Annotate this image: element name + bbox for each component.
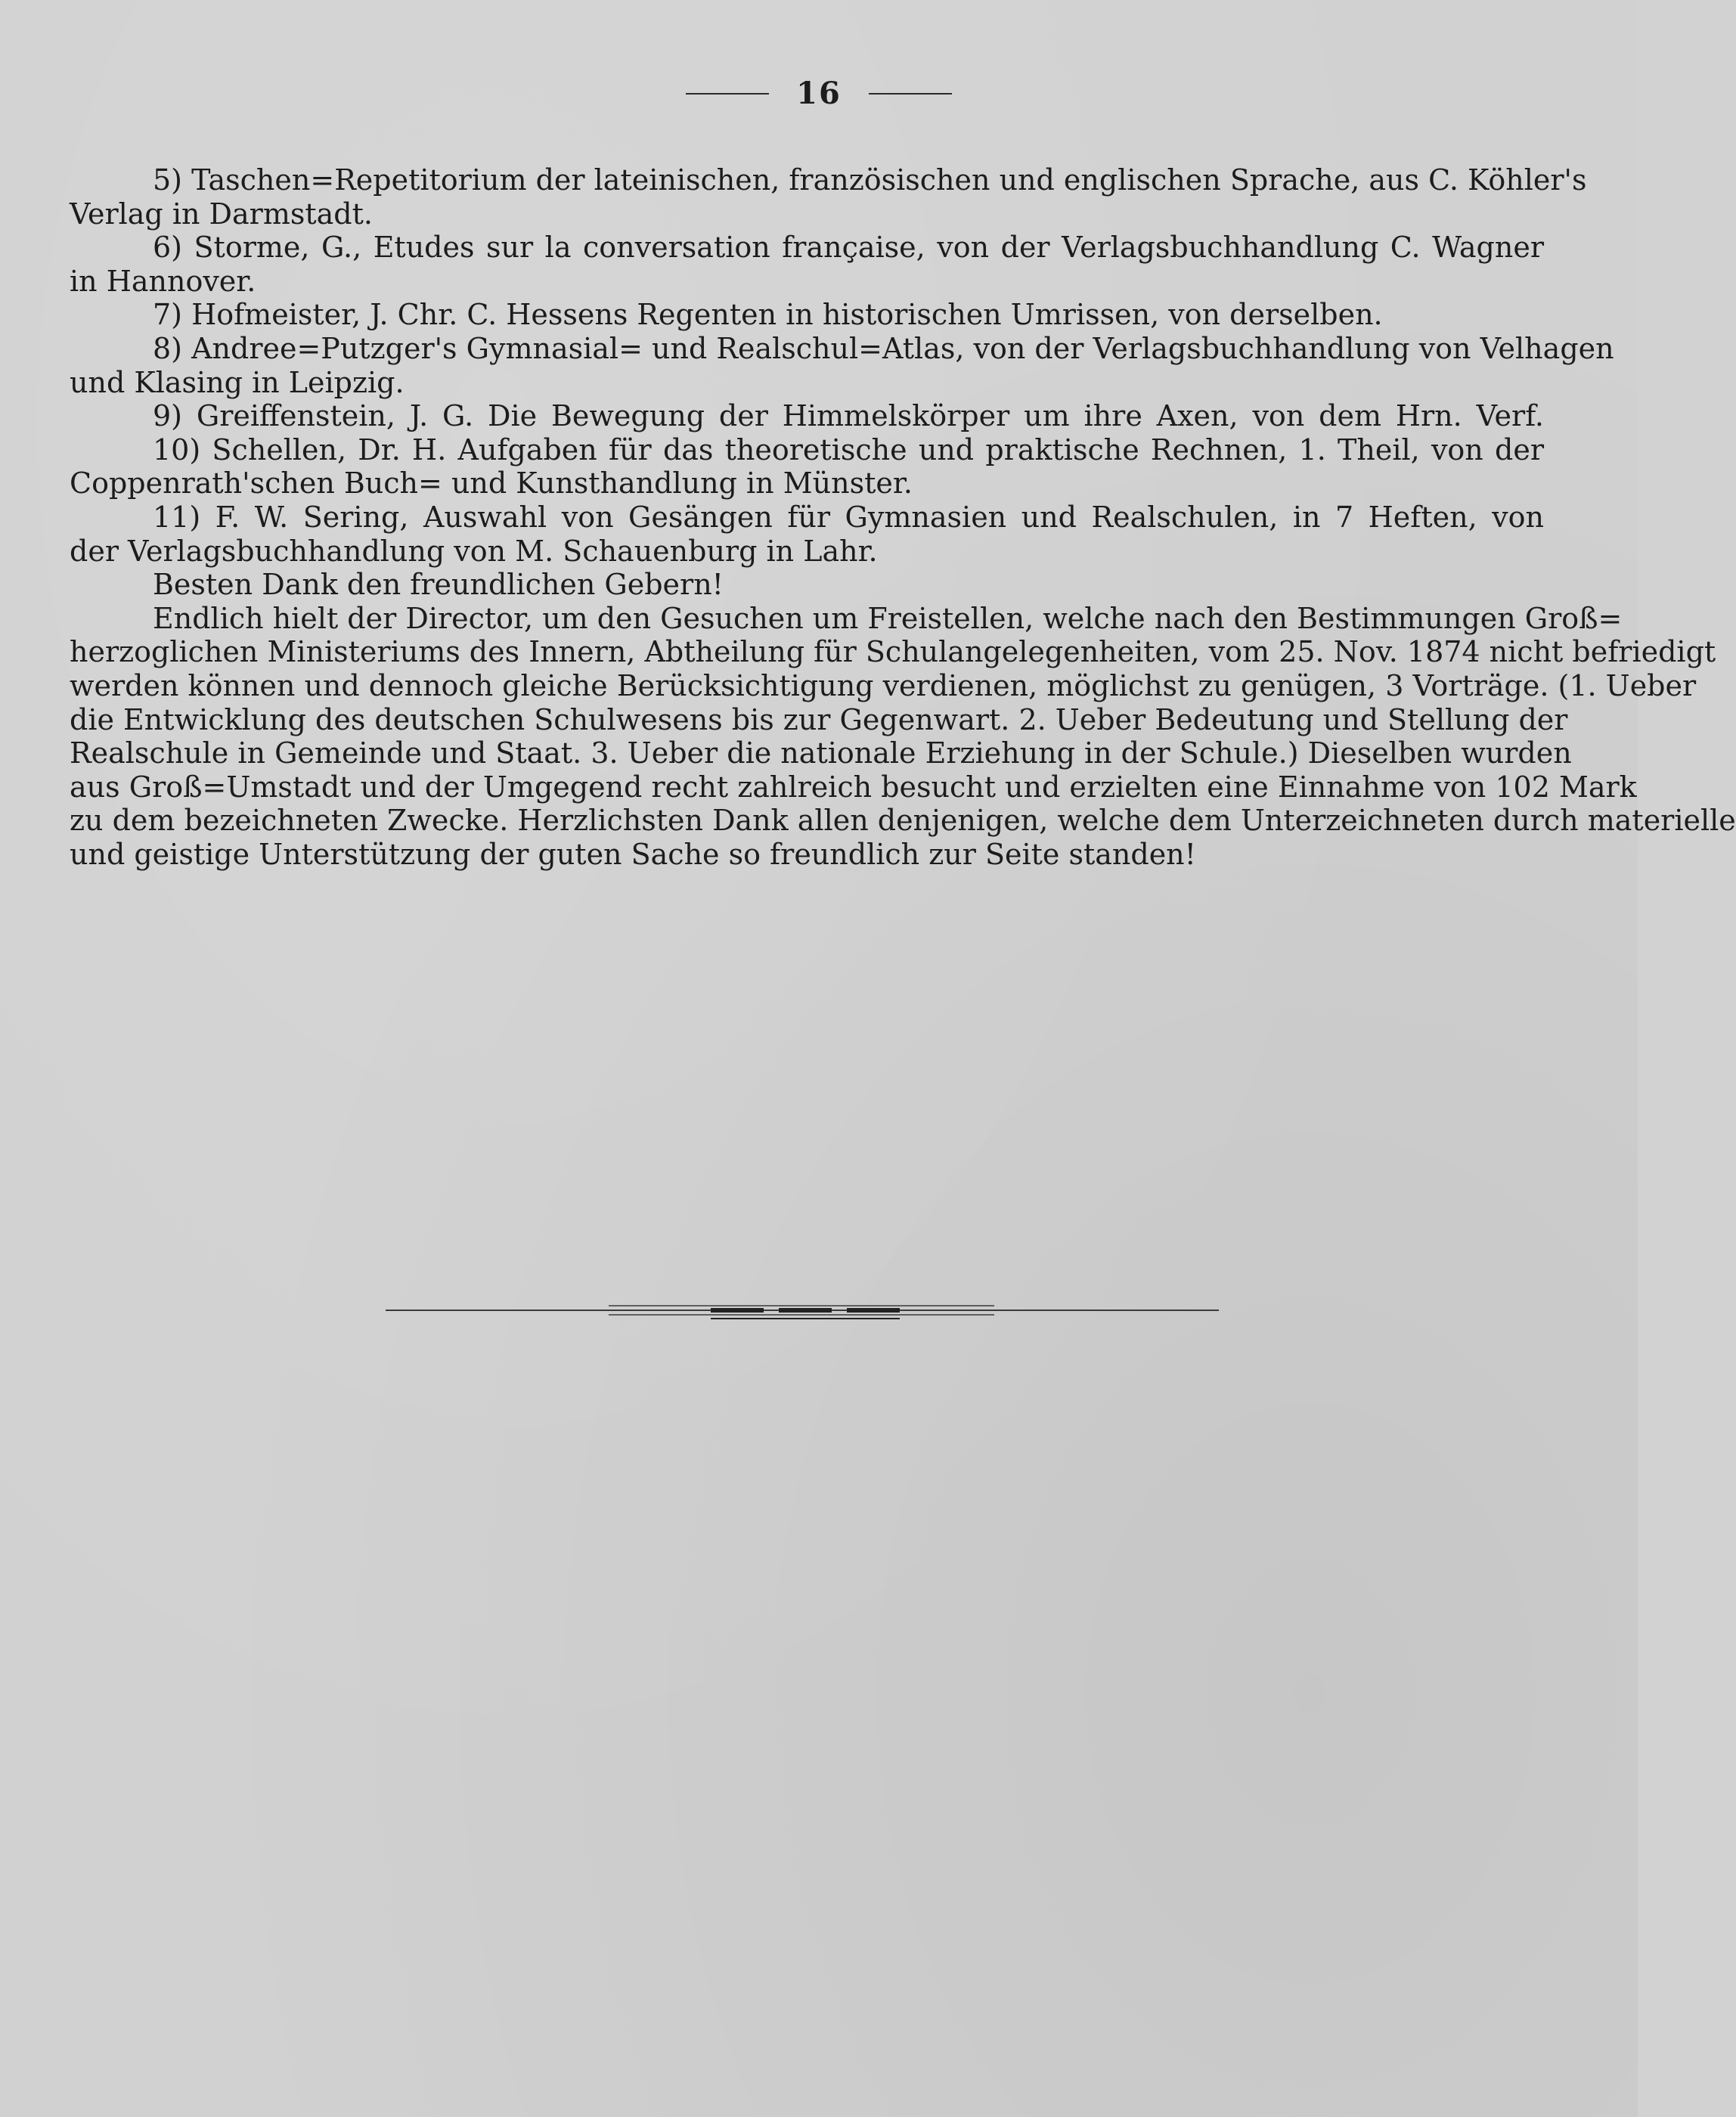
text-line: 10) Schellen, Dr. H. Aufgaben für das theoretische und praktische Rechnen, 1. Theil, von der [153,432,1544,466]
text-line: Besten Dank den freundlichen Gebern! [153,568,724,602]
text-line: 7) Hofmeister, J. Chr. C. Hessens Regenten in historischen Umrissen, von derselben. [153,298,1383,332]
text-line: Endlich hielt der Director, um den Gesuchen um Freistellen, welche nach den Bestimmungen Groß= [153,601,1623,635]
text-line: Coppenrath'schen Buch= und Kunsthandlung in Münster. [70,466,913,501]
text-line: 9) Greiffenstein, J. G. Die Bewegung der Himmelskörper um ihre Axen, von dem Hrn. Verf. [153,399,1544,433]
text-line: zu dem bezeichneten Zwecke. Herzlichsten Dank allen denjenigen, welche dem Unterzeichneten durch materielle [70,804,1736,838]
text-line: 5) Taschen=Repetitorium der lateinischen, französischen und englischen Sprache, aus C. Köhler's [153,163,1587,197]
text-line: Verlag in Darmstadt. [70,197,373,231]
page-number: 16 [796,76,842,111]
page-header [0,76,1638,111]
text-line: 6) Storme, G., Etudes sur la conversation française, von der Verlagsbuchhandlung C. Wagner [153,231,1544,265]
text-line: werden können und dennoch gleiche Berücksichtigung verdienen, möglichst zu genügen, 3 Vorträge. (1. Ueber [70,668,1697,702]
text-line: die Entwicklung des deutschen Schulwesens bis zur Gegenwart. 2. Ueber Bedeutung und Stellung der [70,702,1568,736]
ornament-rule-graphic [0,1302,1638,1325]
text-line: 8) Andree=Putzger's Gymnasial= und Realschul=Atlas, von der Verlagsbuchhandlung von Velhagen [153,331,1614,365]
text-line: in Hannover. [70,264,256,298]
text-line: 11) F. W. Sering, Auswahl von Gesängen für Gymnasien und Realschulen, in 7 Heften, von [153,500,1544,534]
body-text [70,163,1736,871]
text-line: und Klasing in Leipzig. [70,365,405,399]
text-line: und geistige Unterstützung der guten Sache so freundlich zur Seite standen! [70,837,1196,871]
text-line: der Verlagsbuchhandlung von M. Schauenburg in Lahr. [70,534,878,568]
closing-ornament [0,1302,1638,1325]
text-line: herzoglichen Ministeriums des Innern, Abtheilung für Schulangelegenheiten, vom 25. Nov. 1874 nicht befriedigt [70,635,1716,669]
header-rule-left [686,93,769,95]
text-line: aus Groß=Umstadt und der Umgegend recht zahlreich besucht und erzielten eine Einnahme von 102 Mark [70,770,1637,804]
header-rule-right [869,93,952,95]
text-line: Realschule in Gemeinde und Staat. 3. Ueber die nationale Erziehung in der Schule.) Dieselben wurden [70,736,1572,770]
